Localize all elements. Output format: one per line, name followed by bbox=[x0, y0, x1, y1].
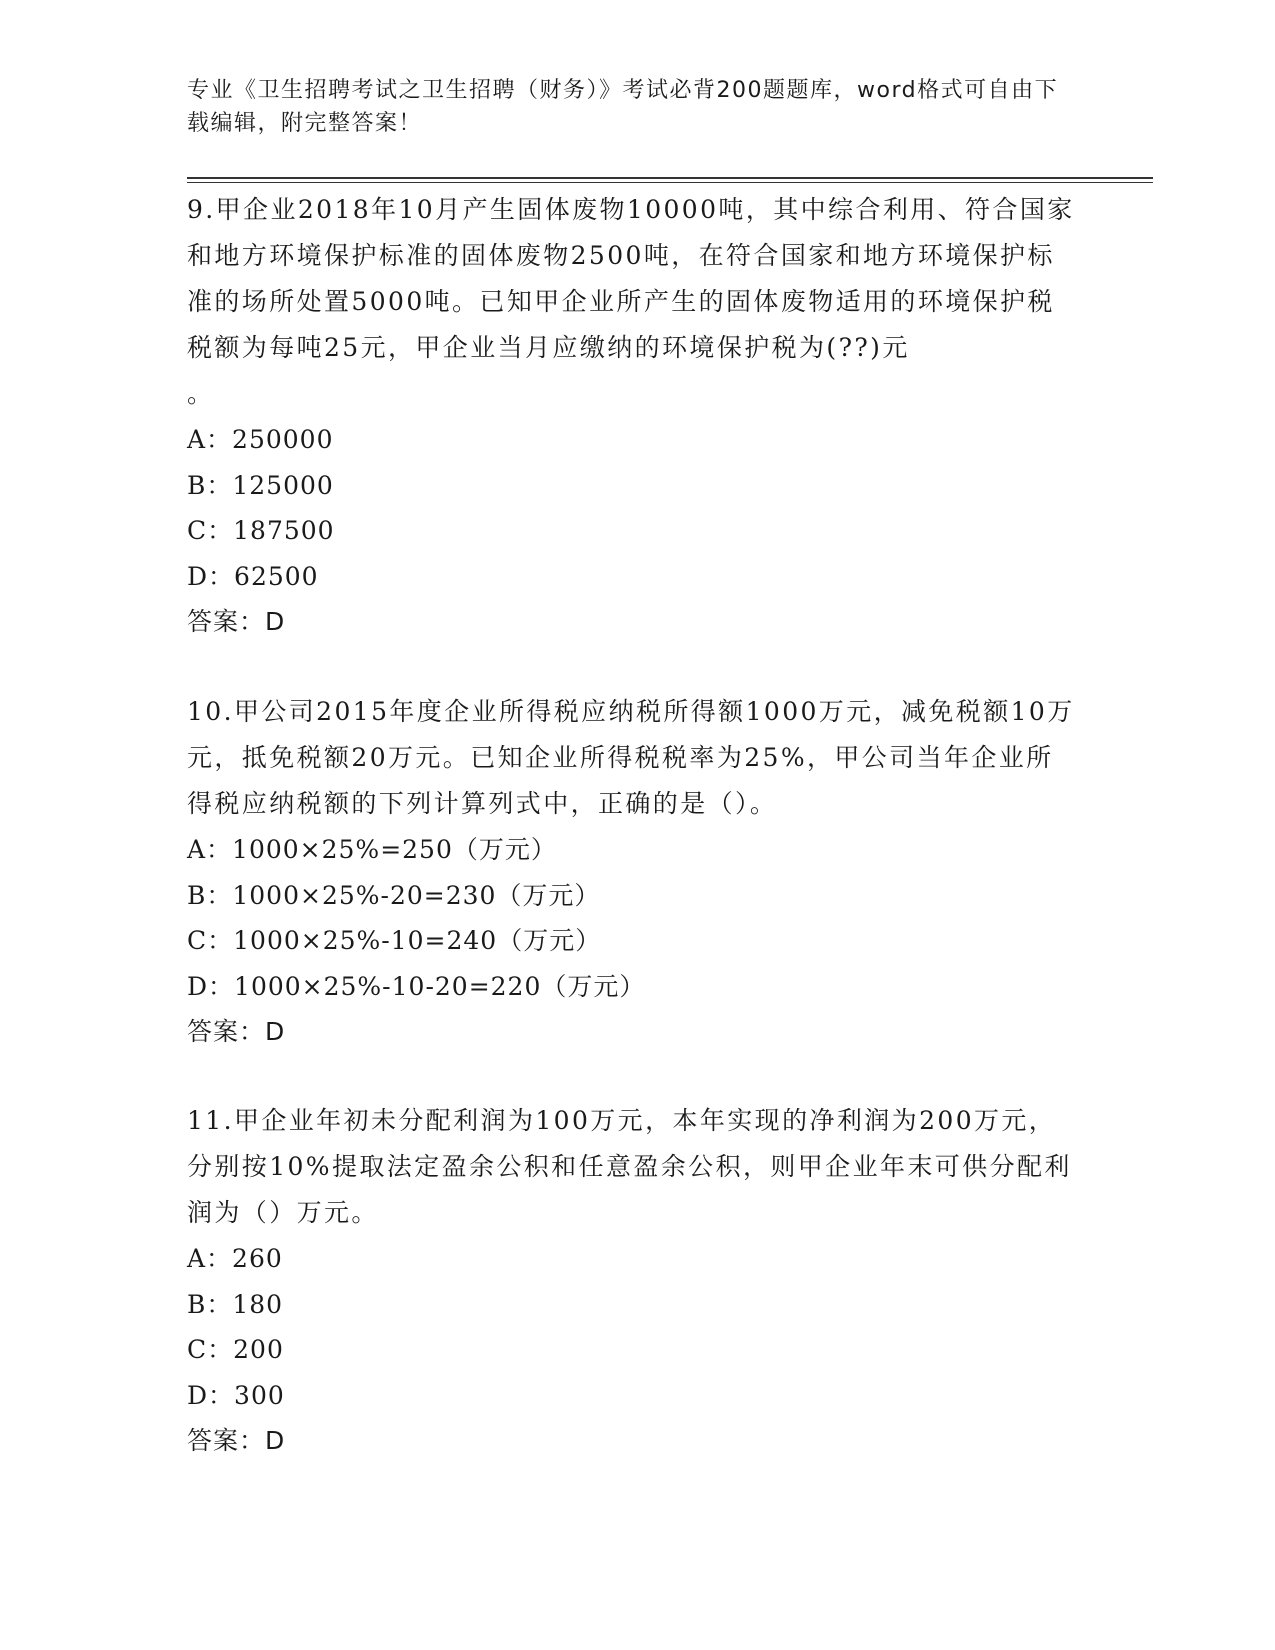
option-d: D：300 bbox=[187, 1380, 285, 1410]
option-d: D：62500 bbox=[187, 561, 319, 591]
option-b: B：180 bbox=[187, 1289, 284, 1319]
option-a: A：260 bbox=[187, 1244, 283, 1273]
question-stem: 10.甲公司2015年度企业所得税应纳税所得额1000万元，减免税额10万元，抵免税额20万元。已知企业所得税税率为25%，甲公司当年企业所得税应纳税额的下列计算列式中，正确的是（）。 bbox=[187, 697, 1075, 818]
option-b: B：125000 bbox=[187, 470, 334, 500]
question-stem: 9.甲企业2018年10月产生固体废物10000吨，其中综合利用、符合国家和地方环境保护标准的固体废物2500吨，在符合国家和地方环境保护标准的场所处置5000吨。已知甲企业所产生的固体废物适用的环境保护税税额为每吨25元，甲企业当月应缴纳的环境保护税为(??)元 bbox=[187, 195, 1075, 362]
header-divider-thin bbox=[187, 182, 1153, 183]
answer: 答案：D bbox=[187, 607, 286, 636]
question-9 bbox=[187, 187, 1077, 645]
option-d: D：1000×25%-10-20=220（万元） bbox=[187, 971, 646, 1001]
document-header: 专业《卫生招聘考试之卫生招聘（财务）》考试必背200题题库，word格式可自由下载编辑，附完整答案！ bbox=[187, 78, 1059, 136]
answer: 答案：D bbox=[187, 1017, 286, 1046]
option-a: A：250000 bbox=[187, 425, 334, 454]
option-b: B：1000×25%-20=230（万元） bbox=[187, 880, 601, 910]
question-11 bbox=[187, 1098, 1077, 1464]
option-c: C：187500 bbox=[187, 516, 335, 545]
option-c: C：200 bbox=[187, 1335, 284, 1364]
header-divider-thick bbox=[187, 177, 1153, 179]
question-stem-tail: 。 bbox=[187, 379, 213, 408]
answer: 答案：D bbox=[187, 1426, 286, 1455]
question-10 bbox=[187, 689, 1077, 1055]
question-stem: 11.甲企业年初未分配利润为100万元，本年实现的净利润为200万元，分别按10%提取法定盈余公积和任意盈余公积，则甲企业年末可供分配利润为（）万元。 bbox=[187, 1106, 1072, 1227]
option-c: C：1000×25%-10=240（万元） bbox=[187, 926, 602, 955]
option-a: A：1000×25%=250（万元） bbox=[187, 835, 557, 864]
